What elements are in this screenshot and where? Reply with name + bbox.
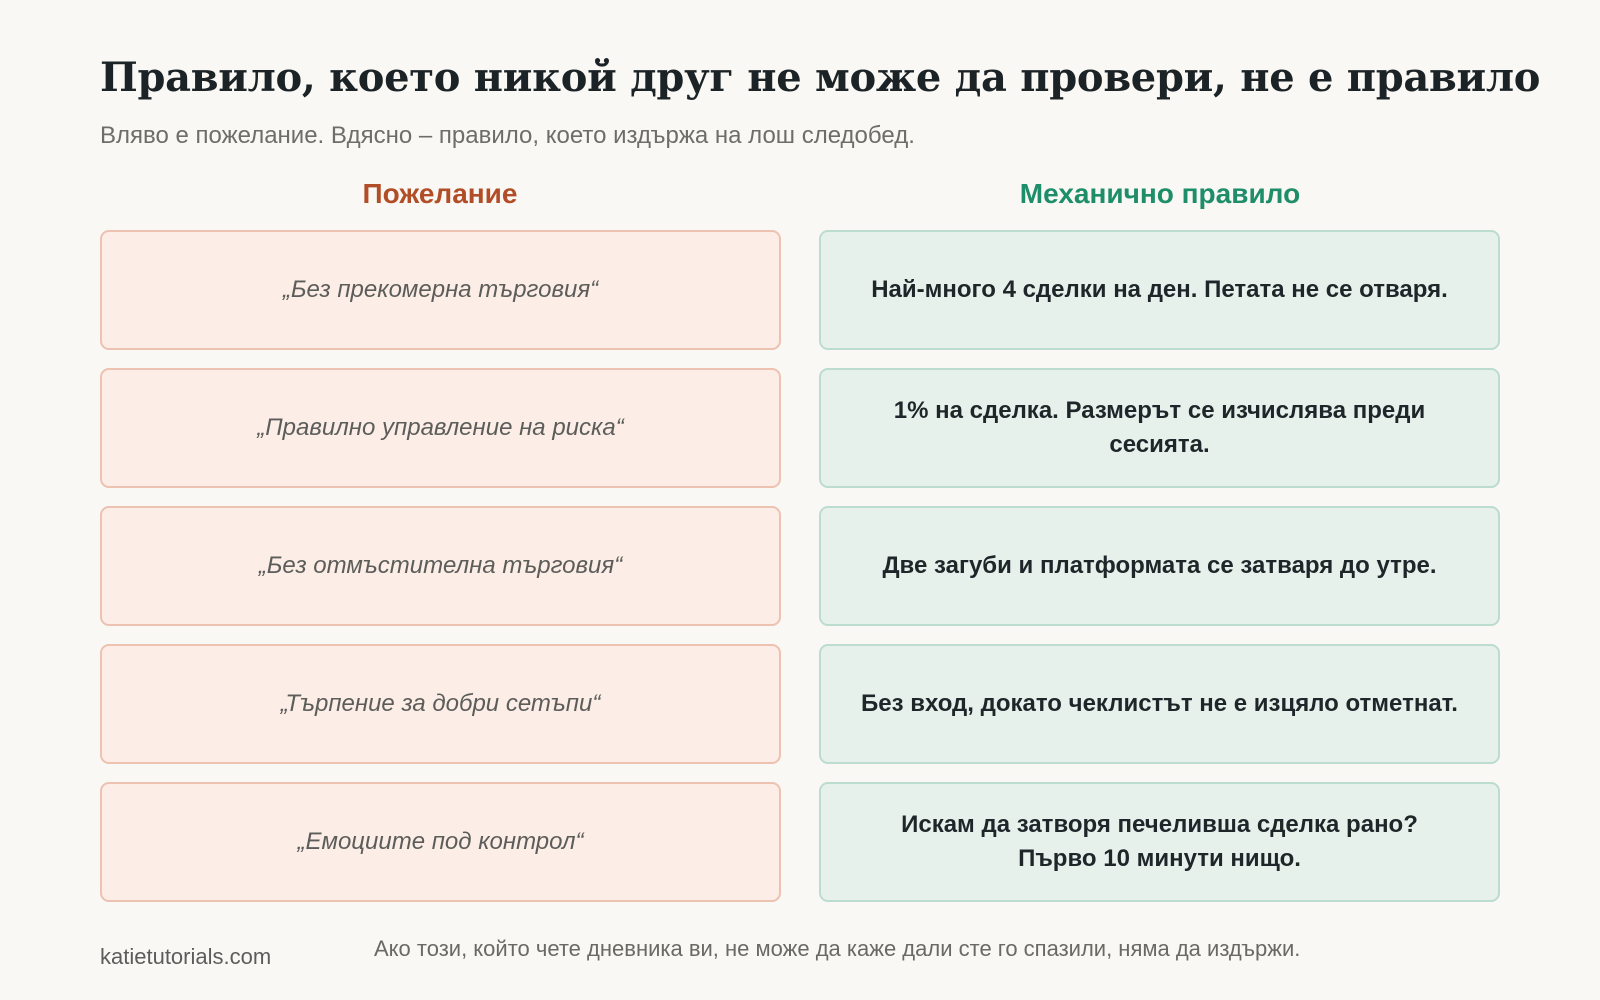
rule-card <box>819 368 1500 488</box>
wish-card-text: „Емоциите под контрол“ <box>297 828 584 855</box>
footer-note: Ако този, който чете дневника ви, не може да каже дали сте го спазили, няма да издържи. <box>374 936 1301 961</box>
wish-column <box>100 230 781 920</box>
rule-card-text: 1% на сделка. Размерът се изчислява преди сесията. <box>893 397 1426 458</box>
page-title: Правило, което никой друг не може да провери, не е правило <box>100 54 1541 101</box>
wish-card <box>100 230 781 350</box>
rule-card-text: Най-много 4 сделки на ден. Петата не се отваря. <box>871 276 1448 303</box>
rule-card-text: Искам да затворя печеливша сделка рано? Първо 10 минути нищо. <box>901 811 1418 872</box>
wish-card-text: „Търпение за добри сетъпи“ <box>280 690 601 717</box>
rule-column <box>819 230 1500 920</box>
wish-column-heading: Пожелание <box>362 178 518 209</box>
wish-card <box>100 644 781 764</box>
rule-column-heading: Механично правило <box>1019 178 1301 209</box>
page-subtitle: Вляво е пожелание. Вдясно – правило, което издържа на лош следобед. <box>100 122 915 149</box>
wish-card <box>100 782 781 902</box>
rule-card-text: Без вход, докато чеклистът не е изцяло отметнат. <box>861 690 1458 717</box>
rule-card <box>819 506 1500 626</box>
wish-card-text: „Правилно управление на риска“ <box>257 414 624 441</box>
rule-card <box>819 230 1500 350</box>
wish-card-text: „Без отмъстителна търговия“ <box>258 552 623 579</box>
wish-card <box>100 506 781 626</box>
rule-card <box>819 782 1500 902</box>
brand-text: katietutorials.com <box>100 944 272 969</box>
rule-card <box>819 644 1500 764</box>
wish-card <box>100 368 781 488</box>
wish-card-text: „Без прекомерна търговия“ <box>282 276 599 303</box>
rule-card-text: Две загуби и платформата се затваря до утре. <box>882 552 1437 579</box>
